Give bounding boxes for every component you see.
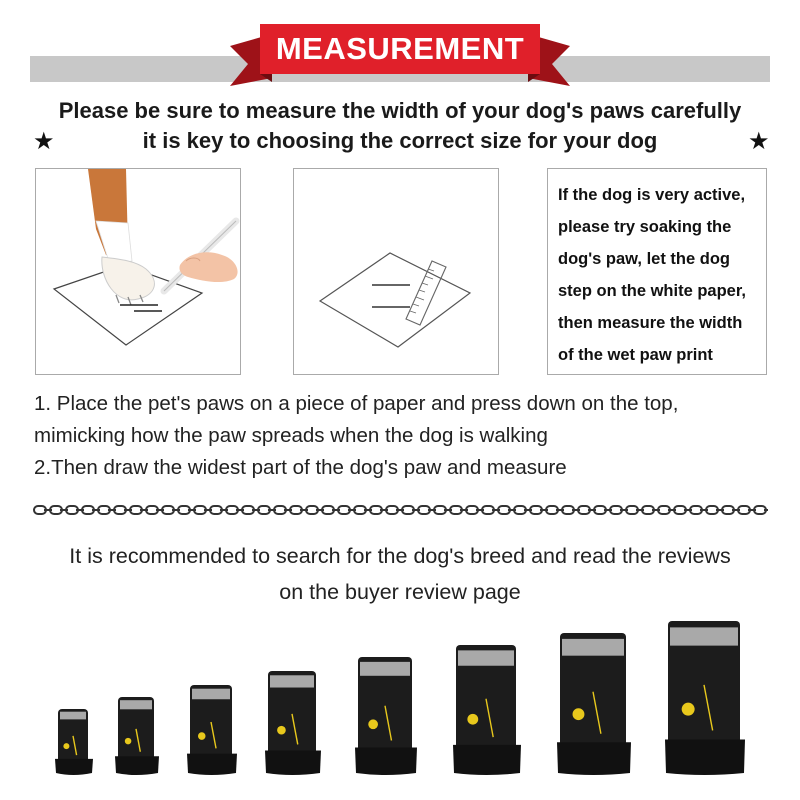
dog-shoe — [55, 709, 93, 775]
chain-divider — [32, 503, 768, 517]
dog-shoe — [453, 645, 521, 775]
dog-shoes-size-lineup — [0, 615, 800, 775]
tip-line: of the wet paw print — [558, 346, 713, 364]
star-icon: ★ — [33, 128, 55, 155]
dog-shoe — [665, 621, 745, 775]
illustration-ruler-measure — [293, 168, 499, 375]
banner-title: MEASUREMENT — [275, 31, 525, 66]
ruler-illustration — [294, 169, 498, 374]
tip-line: If the dog is very active, — [558, 186, 746, 204]
dog-shoe — [187, 685, 237, 775]
step-2: 2.Then draw the widest part of the dog's paw and measure — [34, 456, 567, 479]
tip-line: please try soaking the — [558, 218, 732, 236]
dog-shoe — [355, 657, 417, 775]
tip-line: step on the white paper, — [558, 282, 746, 300]
paw-drawing-illustration — [36, 169, 240, 374]
step-1-line-1: 1. Place the pet's paws on a piece of paper and press down on the top, — [34, 392, 679, 415]
headline-line-1: Please be sure to measure the width of your dog's paws carefully — [58, 98, 742, 123]
recommend-line-2: on the buyer review page — [279, 580, 521, 604]
dog-shoe — [115, 697, 159, 775]
recommend-line-1: It is recommended to search for the dog's breed and read the reviews — [69, 544, 731, 568]
illustration-paw-on-paper — [35, 168, 241, 375]
headline-line-2: it is key to choosing the correct size for your dog — [142, 128, 658, 153]
tip-line: then measure the width — [558, 314, 743, 332]
star-icon: ★ — [748, 128, 770, 155]
tip-box — [547, 168, 767, 375]
dog-shoe — [557, 633, 631, 775]
tip-line: dog's paw, let the dog — [558, 250, 730, 268]
dog-shoe — [265, 671, 321, 775]
step-1-line-2: mimicking how the paw spreads when the dog is walking — [34, 424, 548, 447]
